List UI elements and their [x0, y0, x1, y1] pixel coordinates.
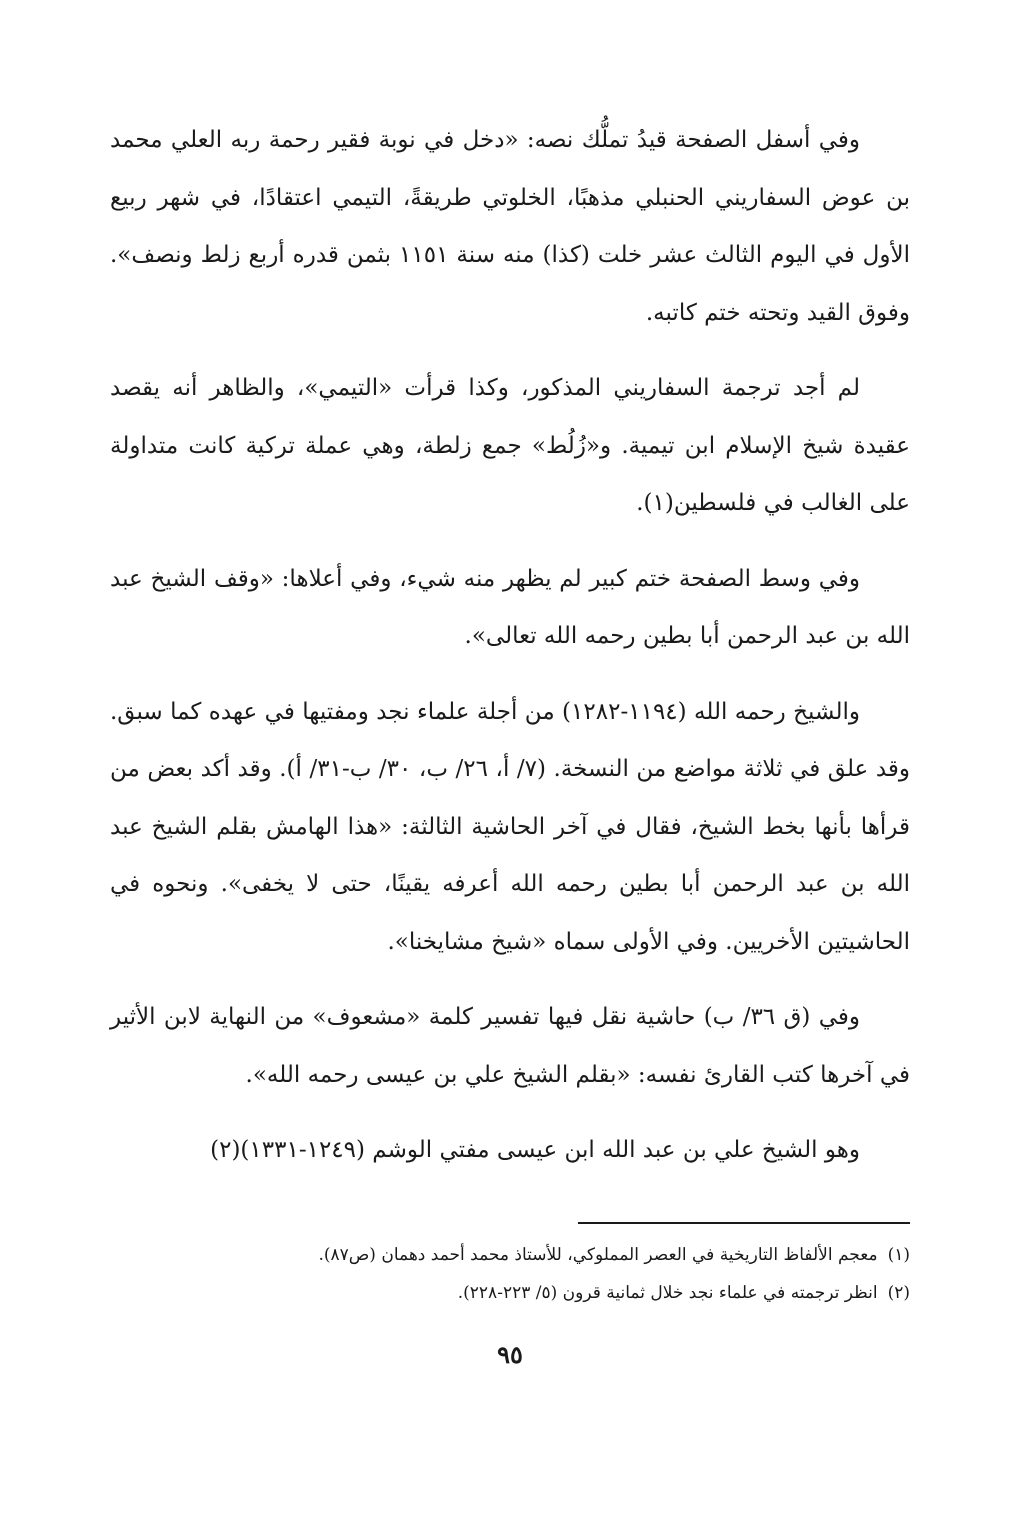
footnote-number: (٢) [887, 1283, 910, 1303]
page-number: ٩٥ [497, 1340, 523, 1369]
footnote-separator [578, 1222, 910, 1224]
footnote-text: انظر ترجمته في علماء نجد خلال ثمانية قرون (٥/ ٢٢٣-٢٢٨). [457, 1283, 878, 1303]
paragraph-waqf-stamp: وفي وسط الصفحة ختم كبير لم يظهر منه شيء، وفي أعلاها: «وقف الشيخ عبد الله بن عبد الرحمن أبا بطين رحمه الله تعالى». [110, 565, 910, 649]
paragraph-aba-butain: والشيخ رحمه الله (١١٩٤-١٢٨٢) من أجلة علماء نجد ومفتيها في عهده كما سبق. وقد علق في ثلاثة مواضع من النسخة. (٧/ أ، ٢٦/ ب، ٣٠/ ب-٣١/ أ). وقد أكد بعض من قرأها بأنها بخط الشيخ، فقال في آخر الحاشية الثالثة: «هذا الهامش بقلم الشيخ عبد الله بن عبد الرحمن أبا بطين رحمه الله أعرفه يقينًا، حتى لا يخفى». ونحوه في الحاشيتين الأخريين. وفي الأولى سماه «شيخ مشايخنا». [110, 698, 910, 955]
paragraph-ibn-isa: وهو الشيخ علي بن عبد الله ابن عيسى مفتي الوشم (١٢٤٩-١٣٣١)(٢) [210, 1137, 860, 1163]
footnote-2 [110, 1274, 910, 1312]
paragraph-ownership-note: وفي أسفل الصفحة قيدُ تملُّك نصه: «دخل في نوبة فقير رحمة ربه العلي محمد بن عوض السفاريني الحنبلي مذهبًا، الخلوتي طريقةً، التيمي اعتقادًا، في شهر ربيع الأول في اليوم الثالث عشر خلت (كذا) منه سنة ١١٥١ بثمن قدره أربع زلط ونصف». وفوق القيد وتحته ختم كاتبه. [110, 127, 910, 326]
paragraph-mashuf-note: وفي (ق ٣٦/ ب) حاشية نقل فيها تفسير كلمة «مشعوف» من النهاية لابن الأثير في آخرها كتب القارئ نفسه: «بقلم الشيخ علي بن عيسى رحمه الله». [110, 1004, 910, 1088]
footnote-number: (١) [887, 1245, 910, 1265]
footnote-text: معجم الألفاظ التاريخية في العصر المملوكي، للأستاذ محمد أحمد دهمان (ص٨٧). [318, 1245, 878, 1265]
paragraph-safarini-note: لم أجد ترجمة السفاريني المذكور، وكذا قرأت «التيمي»، والظاهر أنه يقصد عقيدة شيخ الإسلام ابن تيمية. و«زُلُط» جمع زلطة، وهي عملة تركية كانت متداولة على الغالب في فلسطين(١). [110, 375, 910, 516]
footnotes [110, 1236, 910, 1312]
footnote-1 [110, 1236, 910, 1274]
main-text [110, 112, 910, 1198]
